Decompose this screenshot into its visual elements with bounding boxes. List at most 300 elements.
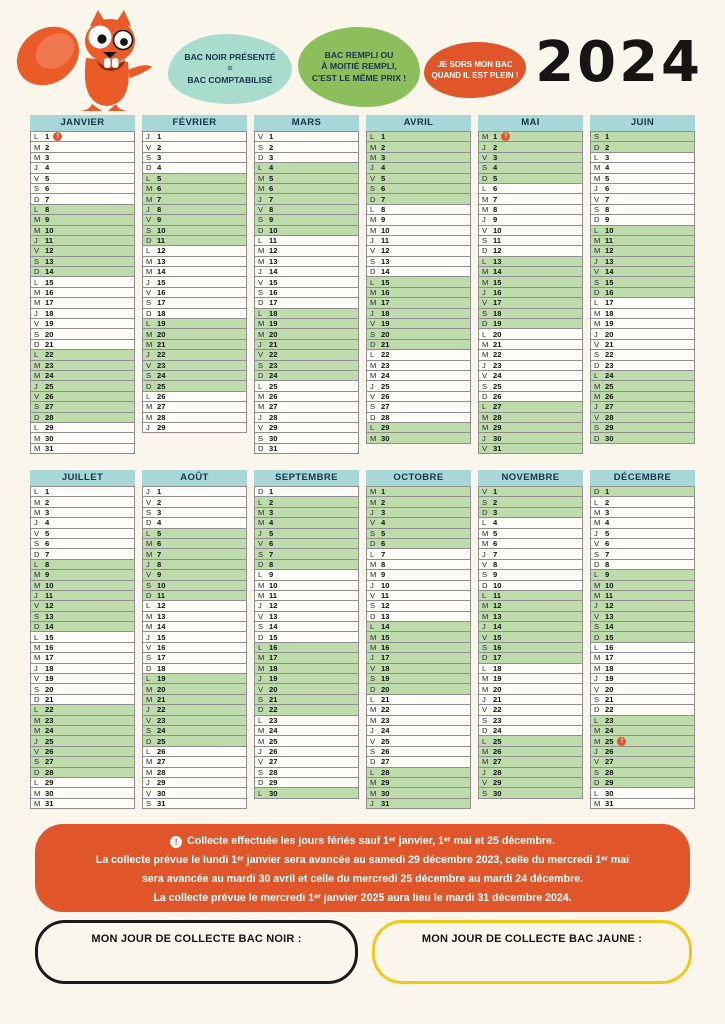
day-letter: L xyxy=(34,559,39,569)
day-number: 2 xyxy=(381,142,386,152)
day-number: 22 xyxy=(381,705,390,715)
day-letter: S xyxy=(482,570,488,580)
day-letter: L xyxy=(594,371,599,381)
month-mai xyxy=(478,115,583,454)
day-number: 18 xyxy=(493,308,502,318)
day-letter: M xyxy=(370,215,377,225)
day-letter: M xyxy=(146,539,153,549)
day-letter: M xyxy=(34,215,41,225)
day-number: 30 xyxy=(381,788,390,798)
day-number: 4 xyxy=(381,518,386,528)
day-number: 16 xyxy=(381,288,390,298)
day-letter: M xyxy=(594,246,601,256)
day-letter: M xyxy=(146,194,153,204)
day-number: 14 xyxy=(381,622,390,632)
day-number: 9 xyxy=(381,215,386,225)
day-letter: J xyxy=(34,381,38,391)
month-days xyxy=(30,486,135,809)
day-letter: M xyxy=(370,559,377,569)
day-number: 13 xyxy=(45,256,54,266)
day-number: 3 xyxy=(493,507,498,517)
day-number: 16 xyxy=(493,288,502,298)
day-number: 20 xyxy=(605,329,614,339)
month-header: AOÛT xyxy=(142,470,247,486)
day-number: 24 xyxy=(493,371,502,381)
day-letter: S xyxy=(146,580,152,590)
day-letter: J xyxy=(34,663,38,673)
yellow-bin-collect-day-box[interactable] xyxy=(372,920,692,984)
day-number: 8 xyxy=(381,204,386,214)
bubble-line: C'EST LE MÊME PRIX ! xyxy=(311,72,407,83)
day-number: 12 xyxy=(381,246,390,256)
day-number: 1 xyxy=(493,487,498,497)
day-number: 24 xyxy=(493,726,502,736)
day-number: 28 xyxy=(493,412,502,422)
day-number: 2 xyxy=(45,142,50,152)
day-letter: S xyxy=(258,695,264,704)
day-number: 1 xyxy=(381,487,386,497)
day-number: 23 xyxy=(157,360,166,370)
day-number: 20 xyxy=(45,329,54,339)
month-days xyxy=(142,486,247,809)
day-letter: M xyxy=(370,632,377,642)
day-letter: L xyxy=(482,736,487,746)
day-number: 27 xyxy=(269,757,278,767)
day-number: 9 xyxy=(45,215,50,225)
day-row xyxy=(142,422,247,433)
day-number: 22 xyxy=(45,350,54,360)
day-number: 11 xyxy=(493,236,502,246)
day-letter: M xyxy=(146,695,153,704)
day-number: 20 xyxy=(605,684,614,694)
day-letter: J xyxy=(482,360,486,370)
day-letter: S xyxy=(258,288,264,298)
day-number: 2 xyxy=(493,497,498,507)
day-letter: M xyxy=(594,507,601,517)
day-number: 28 xyxy=(157,767,166,777)
day-letter: M xyxy=(370,643,377,653)
day-letter: L xyxy=(146,601,151,611)
month-header: DÉCEMBRE xyxy=(590,470,695,486)
day-letter: J xyxy=(146,350,150,360)
day-number: 3 xyxy=(157,152,162,162)
day-number: 7 xyxy=(493,549,498,559)
day-number: 2 xyxy=(605,142,610,152)
day-number: 26 xyxy=(381,746,390,756)
day-letter: M xyxy=(146,329,153,339)
day-letter: D xyxy=(146,663,152,673)
day-number: 22 xyxy=(157,350,166,360)
day-number: 11 xyxy=(269,591,278,601)
day-letter: S xyxy=(34,757,40,767)
day-number: 6 xyxy=(45,539,50,549)
day-number: 27 xyxy=(45,757,54,767)
day-letter: J xyxy=(370,163,374,173)
day-letter: J xyxy=(146,632,150,642)
day-number: 5 xyxy=(269,528,274,538)
day-number: 19 xyxy=(493,319,502,329)
day-number: 30 xyxy=(381,433,390,443)
day-letter: S xyxy=(34,611,40,621)
day-number: 24 xyxy=(381,371,390,381)
day-letter: D xyxy=(258,778,264,788)
day-number: 15 xyxy=(157,632,166,642)
day-letter: J xyxy=(482,142,486,152)
bubble-line: BAC COMPTABILISÉ xyxy=(187,74,273,85)
month-days xyxy=(366,486,471,809)
day-number: 22 xyxy=(493,705,502,715)
day-letter: M xyxy=(258,591,265,601)
day-number: 30 xyxy=(45,788,54,798)
day-number: 14 xyxy=(605,622,614,632)
month-septembre xyxy=(254,470,359,799)
day-letter: M xyxy=(594,319,601,329)
day-letter: V xyxy=(258,539,264,549)
day-number: 3 xyxy=(493,152,498,162)
day-number: 25 xyxy=(381,381,390,391)
day-letter: J xyxy=(146,778,150,788)
day-number: 29 xyxy=(157,778,166,788)
day-number: 26 xyxy=(45,746,54,756)
day-number: 15 xyxy=(493,632,502,642)
day-letter: S xyxy=(482,497,488,507)
day-number: 28 xyxy=(157,412,166,422)
day-number: 14 xyxy=(269,267,278,277)
day-letter: V xyxy=(258,757,264,767)
day-number: 30 xyxy=(605,788,614,798)
day-letter: J xyxy=(146,487,150,497)
day-letter: V xyxy=(594,267,600,277)
day-number: 18 xyxy=(605,308,614,318)
day-letter: M xyxy=(482,746,489,756)
day-number: 31 xyxy=(45,443,54,453)
day-letter: S xyxy=(594,423,600,433)
day-number: 22 xyxy=(605,705,614,715)
day-letter: V xyxy=(146,643,152,653)
day-number: 13 xyxy=(381,256,390,266)
day-number: 13 xyxy=(493,256,502,266)
day-letter: D xyxy=(482,580,488,590)
day-letter: D xyxy=(34,622,40,632)
day-letter: V xyxy=(594,684,600,694)
day-number: 30 xyxy=(493,433,502,443)
day-number: 21 xyxy=(269,695,278,704)
day-letter: J xyxy=(146,559,150,569)
day-number: 25 xyxy=(157,381,166,391)
day-number: 15 xyxy=(381,277,390,287)
day-number: 24 xyxy=(157,726,166,736)
day-number: 1 xyxy=(45,487,50,497)
day-letter: D xyxy=(258,371,264,381)
day-number: 14 xyxy=(381,267,390,277)
day-letter: V xyxy=(258,611,264,621)
day-number: 3 xyxy=(381,152,386,162)
day-letter: J xyxy=(594,674,598,684)
day-letter: D xyxy=(370,412,376,422)
day-number: 18 xyxy=(605,663,614,673)
day-letter: S xyxy=(146,507,152,517)
day-letter: S xyxy=(146,225,152,235)
months-row-2 xyxy=(30,470,695,809)
day-letter: V xyxy=(34,319,40,329)
day-number: 28 xyxy=(269,412,278,422)
day-number: 2 xyxy=(493,142,498,152)
day-letter: M xyxy=(34,443,41,453)
day-letter: M xyxy=(482,601,489,611)
day-letter: D xyxy=(594,360,600,370)
day-letter: S xyxy=(594,767,600,777)
day-number: 24 xyxy=(605,726,614,736)
day-letter: M xyxy=(370,225,377,235)
day-number: 18 xyxy=(157,308,166,318)
month-janvier xyxy=(30,115,135,454)
day-number: 30 xyxy=(269,788,278,798)
bubble-when-full xyxy=(424,42,526,98)
day-number: 29 xyxy=(45,423,54,433)
day-number: 19 xyxy=(381,319,390,329)
day-letter: J xyxy=(594,184,598,194)
day-letter: S xyxy=(370,402,376,412)
day-number: 3 xyxy=(45,152,50,162)
day-letter: M xyxy=(370,778,377,788)
day-letter: M xyxy=(370,487,377,497)
day-number: 21 xyxy=(45,340,54,349)
day-number: 8 xyxy=(493,559,498,569)
day-number: 24 xyxy=(381,726,390,736)
day-letter: M xyxy=(482,539,489,549)
day-letter: L xyxy=(146,746,151,756)
day-number: 15 xyxy=(605,632,614,642)
day-letter: M xyxy=(594,518,601,528)
day-letter: L xyxy=(146,319,151,329)
bubble-line: BAC REMPLI OU xyxy=(324,49,394,60)
day-number: 12 xyxy=(269,601,278,611)
day-number: 21 xyxy=(45,695,54,704)
day-letter: L xyxy=(258,163,263,173)
day-number: 5 xyxy=(157,173,162,183)
day-number: 5 xyxy=(493,528,498,538)
day-number: 11 xyxy=(45,591,54,601)
day-number: 21 xyxy=(157,695,166,704)
day-letter: J xyxy=(370,381,374,391)
day-number: 6 xyxy=(493,184,498,194)
day-number: 17 xyxy=(157,653,166,663)
month-days xyxy=(478,486,583,799)
day-number: 19 xyxy=(45,319,54,329)
day-letter: L xyxy=(370,549,375,559)
day-letter: J xyxy=(34,518,38,528)
day-letter: M xyxy=(258,184,265,194)
day-letter: J xyxy=(370,507,374,517)
day-number: 28 xyxy=(45,767,54,777)
day-letter: J xyxy=(482,767,486,777)
day-number: 27 xyxy=(493,402,502,412)
bubble-line: = xyxy=(227,63,233,74)
notice-line: La collecte prévue le mercredi 1ᵉʳ janvier 2025 aura lieu le mardi 31 décembre 2024. xyxy=(153,892,572,904)
day-letter: S xyxy=(146,298,152,308)
day-letter: M xyxy=(482,674,489,684)
day-number: 10 xyxy=(45,580,54,590)
day-number: 23 xyxy=(605,360,614,370)
day-number: 13 xyxy=(269,611,278,621)
day-letter: J xyxy=(594,528,598,538)
day-number: 5 xyxy=(605,173,610,183)
day-letter: S xyxy=(146,798,152,808)
day-number: 12 xyxy=(493,246,502,256)
day-number: 9 xyxy=(157,215,162,225)
day-number: 21 xyxy=(493,695,502,704)
day-number: 1 xyxy=(493,132,498,142)
day-letter: J xyxy=(594,746,598,756)
day-number: 29 xyxy=(605,423,614,433)
day-letter: L xyxy=(34,204,39,214)
day-number: 15 xyxy=(269,277,278,287)
day-number: 12 xyxy=(157,601,166,611)
black-bin-collect-day-box[interactable] xyxy=(35,920,358,984)
day-letter: V xyxy=(370,319,376,329)
day-letter: M xyxy=(34,288,41,298)
day-letter: M xyxy=(258,663,265,673)
day-number: 5 xyxy=(45,528,50,538)
day-letter: V xyxy=(258,350,264,360)
day-number: 28 xyxy=(493,767,502,777)
day-letter: D xyxy=(482,246,488,256)
day-number: 29 xyxy=(605,778,614,788)
day-letter: L xyxy=(370,350,375,360)
day-number: 29 xyxy=(381,423,390,433)
day-number: 25 xyxy=(493,381,502,391)
day-number: 23 xyxy=(493,715,502,725)
day-number: 24 xyxy=(45,371,54,381)
day-number: 25 xyxy=(493,736,502,746)
day-number: 28 xyxy=(45,412,54,422)
day-number: 1 xyxy=(605,132,610,142)
day-letter: L xyxy=(146,391,151,401)
day-letter: M xyxy=(258,726,265,736)
day-letter: D xyxy=(34,267,40,277)
day-number: 20 xyxy=(381,684,390,694)
day-letter: V xyxy=(594,412,600,422)
day-number: 11 xyxy=(269,236,278,246)
day-number: 21 xyxy=(605,340,614,349)
day-letter: M xyxy=(370,705,377,715)
day-row xyxy=(590,798,695,809)
day-number: 13 xyxy=(381,611,390,621)
day-number: 21 xyxy=(493,340,502,349)
day-number: 21 xyxy=(157,340,166,349)
day-letter: J xyxy=(370,236,374,246)
day-letter: S xyxy=(258,622,264,632)
day-letter: M xyxy=(370,298,377,308)
day-letter: V xyxy=(34,391,40,401)
year-title: 2024 xyxy=(535,30,703,95)
day-number: 7 xyxy=(381,194,386,204)
day-letter: D xyxy=(34,194,40,204)
day-letter: M xyxy=(482,684,489,694)
day-letter: L xyxy=(258,570,263,580)
day-letter: L xyxy=(34,778,39,788)
day-letter: M xyxy=(34,798,41,808)
day-letter: J xyxy=(594,256,598,266)
day-number: 23 xyxy=(381,360,390,370)
month-mars xyxy=(254,115,359,454)
day-letter: S xyxy=(594,695,600,704)
day-letter: S xyxy=(482,308,488,318)
day-number: 9 xyxy=(381,570,386,580)
day-letter: M xyxy=(594,163,601,173)
day-letter: M xyxy=(34,788,41,798)
day-letter: L xyxy=(594,643,599,653)
holiday-warning-icon: ! xyxy=(53,132,62,141)
day-letter: M xyxy=(34,580,41,590)
day-number: 29 xyxy=(269,778,278,788)
day-letter: V xyxy=(370,391,376,401)
day-letter: M xyxy=(34,726,41,736)
day-row xyxy=(142,798,247,809)
day-letter: J xyxy=(258,601,262,611)
day-letter: S xyxy=(370,601,376,611)
day-number: 9 xyxy=(45,570,50,580)
day-letter: L xyxy=(258,643,263,653)
day-letter: V xyxy=(482,559,488,569)
day-letter: V xyxy=(258,684,264,694)
day-letter: J xyxy=(146,277,150,287)
day-letter: M xyxy=(594,308,601,318)
day-number: 1 xyxy=(45,132,50,142)
day-letter: L xyxy=(258,381,263,391)
day-number: 18 xyxy=(493,663,502,673)
day-number: 8 xyxy=(45,204,50,214)
day-number: 19 xyxy=(157,319,166,329)
day-letter: J xyxy=(258,412,262,422)
day-letter: J xyxy=(258,674,262,684)
day-letter: L xyxy=(370,204,375,214)
day-number: 27 xyxy=(381,402,390,412)
day-letter: D xyxy=(594,559,600,569)
day-letter: J xyxy=(146,204,150,214)
day-number: 19 xyxy=(381,674,390,684)
day-number: 29 xyxy=(493,423,502,433)
day-number: 26 xyxy=(45,391,54,401)
day-letter: D xyxy=(146,591,152,601)
holiday-notice-box xyxy=(35,824,690,912)
day-letter: J xyxy=(482,549,486,559)
day-letter: D xyxy=(258,225,264,235)
day-letter: V xyxy=(34,246,40,256)
day-number: 17 xyxy=(269,653,278,663)
day-number: 16 xyxy=(157,288,166,298)
day-letter: S xyxy=(370,674,376,684)
month-days xyxy=(142,131,247,433)
day-number: 23 xyxy=(605,715,614,725)
day-number: 13 xyxy=(269,256,278,266)
day-number: 17 xyxy=(45,298,54,308)
day-number: 24 xyxy=(157,371,166,381)
day-number: 9 xyxy=(157,570,162,580)
day-number: 5 xyxy=(493,173,498,183)
day-number: 3 xyxy=(269,507,274,517)
day-letter: M xyxy=(34,507,41,517)
day-number: 16 xyxy=(45,288,54,298)
day-letter: L xyxy=(594,788,599,798)
day-letter: V xyxy=(34,173,40,183)
day-number: 22 xyxy=(157,705,166,715)
day-number: 23 xyxy=(45,715,54,725)
day-letter: V xyxy=(482,778,488,788)
day-letter: V xyxy=(258,132,264,142)
day-letter: D xyxy=(482,507,488,517)
day-number: 23 xyxy=(493,360,502,370)
